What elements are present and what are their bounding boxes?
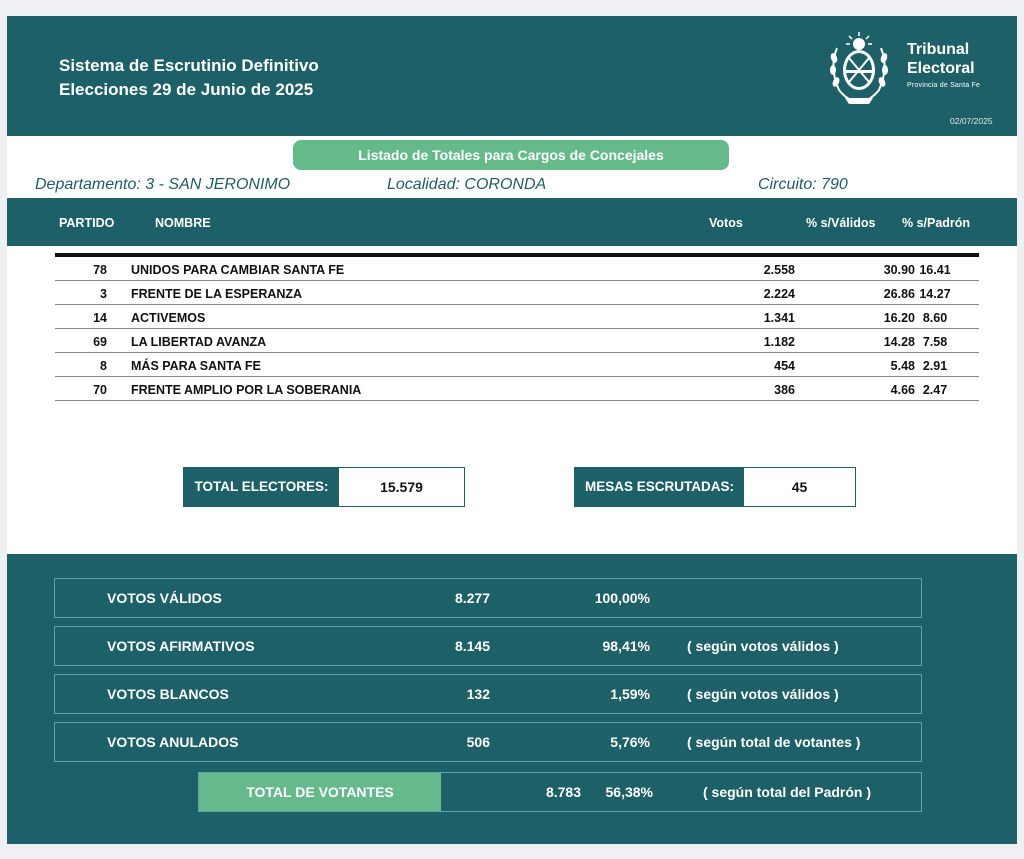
mesas-escrutadas-value: 45	[791, 479, 808, 495]
col-pct-padron: % s/Padrón	[902, 216, 971, 230]
row-partido: 70	[93, 383, 107, 397]
row-nombre: UNIDOS PARA CAMBIAR SANTA FE	[131, 263, 345, 277]
summary-label: VOTOS AFIRMATIVOS	[107, 638, 255, 654]
row-partido: 8	[100, 359, 107, 373]
departamento-label: Departamento: 3 - SAN JERONIMO	[35, 176, 291, 193]
row-nombre: FRENTE AMPLIO POR LA SOBERANIA	[131, 383, 362, 397]
total-votantes-value: 8.783	[545, 784, 581, 800]
summary-value: 8.145	[454, 638, 490, 654]
localidad-label: Localidad: CORONDA	[387, 176, 547, 193]
logo-line-1: Tribunal	[907, 41, 970, 58]
row-votos: 2.224	[763, 287, 795, 301]
row-votos: 386	[774, 383, 795, 397]
table-row	[55, 329, 979, 353]
row-pct-padron: 7.58	[922, 335, 948, 349]
summary-row-afirmativos	[54, 626, 922, 666]
row-pct-validos: 16.20	[883, 311, 915, 325]
total-electores-label: TOTAL ELECTORES:	[184, 468, 339, 506]
title-line-1: Sistema de Escrutinio Definitivo	[59, 56, 319, 75]
table-row	[55, 377, 979, 401]
summary-value: 8.277	[454, 590, 490, 606]
listing-title: Listado de Totales para Cargos de Concejales	[293, 140, 729, 170]
summary-pct: 5,76%	[610, 734, 650, 750]
row-pct-padron: 16.41	[919, 263, 951, 277]
table-row	[55, 281, 979, 305]
summary-pct: 100,00%	[594, 590, 650, 606]
total-votantes-row	[198, 772, 922, 812]
row-partido: 69	[93, 335, 107, 349]
row-pct-padron: 2.91	[922, 359, 948, 373]
summary-note: ( según votos válidos )	[687, 686, 839, 702]
mesas-escrutadas-label: MESAS ESCRUTADAS:	[575, 468, 744, 506]
row-partido: 3	[100, 287, 107, 301]
total-electores-box	[183, 467, 465, 507]
row-pct-validos: 4.66	[890, 383, 915, 397]
summary-row-anulados	[54, 722, 922, 762]
row-pct-validos: 30.90	[883, 263, 915, 277]
total-votantes-pct: 56,38%	[605, 784, 653, 800]
summary-note: ( según votos válidos )	[687, 638, 839, 654]
row-partido: 78	[93, 263, 107, 277]
row-pct-validos: 5.48	[890, 359, 915, 373]
mesas-escrutadas-box	[574, 467, 856, 507]
row-votos: 2.558	[763, 263, 795, 277]
row-nombre: FRENTE DE LA ESPERANZA	[131, 287, 303, 301]
results-table-body	[55, 253, 979, 401]
tribunal-electoral-logo	[907, 40, 980, 91]
summary-note: ( según total de votantes )	[687, 734, 861, 750]
logo-line-2: Electoral	[907, 60, 975, 77]
summary-row-validos	[54, 578, 922, 618]
provincial-seal-icon	[827, 30, 891, 108]
summary-value: 506	[466, 734, 490, 750]
row-votos: 1.341	[763, 311, 795, 325]
summary-row-blancos	[54, 674, 922, 714]
col-votos: Votos	[709, 216, 743, 230]
summary-pct: 1,59%	[610, 686, 650, 702]
col-nombre: NOMBRE	[155, 216, 211, 230]
row-pct-padron: 14.27	[919, 287, 951, 301]
summary-value: 132	[466, 686, 490, 702]
table-row	[55, 305, 979, 329]
row-pct-padron: 8.60	[922, 311, 948, 325]
table-row	[55, 257, 979, 281]
summary-label: VOTOS BLANCOS	[107, 686, 229, 702]
summary-label: VOTOS VÁLIDOS	[107, 590, 222, 606]
row-votos: 1.182	[763, 335, 795, 349]
row-nombre: MÁS PARA SANTA FE	[131, 359, 261, 373]
row-partido: 14	[93, 311, 107, 325]
report-page	[7, 16, 1017, 844]
row-pct-validos: 14.28	[883, 335, 915, 349]
row-nombre: LA LIBERTAD AVANZA	[131, 335, 267, 349]
results-table-header	[7, 198, 1017, 246]
vote-summary-panel	[7, 554, 1017, 844]
summary-label: VOTOS ANULADOS	[107, 734, 239, 750]
report-header	[7, 16, 1017, 136]
logo-subtitle: Provincia de Santa Fe	[907, 82, 981, 89]
total-electores-value: 15.579	[380, 479, 423, 495]
row-votos: 454	[774, 359, 795, 373]
report-title	[59, 54, 319, 102]
col-pct-validos: % s/Válidos	[806, 216, 876, 230]
total-votantes-note: ( según total del Padrón )	[703, 784, 872, 800]
row-nombre: ACTIVEMOS	[131, 311, 206, 325]
report-date: 02/07/2025	[950, 116, 993, 126]
title-line-2: Elecciones 29 de Junio de 2025	[59, 80, 314, 99]
circuito-label: Circuito: 790	[758, 176, 848, 193]
table-row	[55, 353, 979, 377]
col-partido: PARTIDO	[59, 216, 115, 230]
row-pct-padron: 2.47	[922, 383, 948, 397]
row-pct-validos: 26.86	[883, 287, 915, 301]
summary-pct: 98,41%	[602, 638, 650, 654]
total-votantes-label: TOTAL DE VOTANTES	[199, 773, 441, 811]
